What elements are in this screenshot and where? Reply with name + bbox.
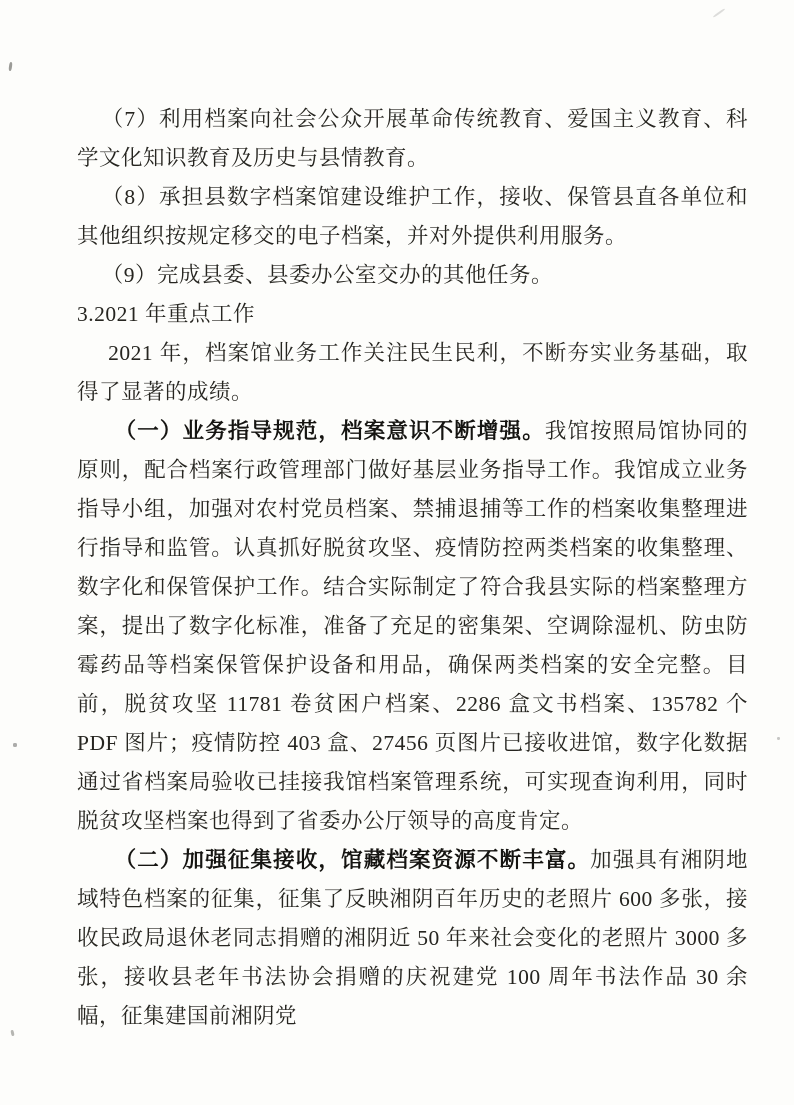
scan-artifact [777, 737, 780, 740]
paragraph-item-9 [77, 256, 748, 295]
paragraph-item-7 [77, 100, 748, 178]
paragraph-lead: （二）加强征集接收，馆藏档案资源不断丰富。 [114, 848, 591, 872]
scan-artifact [713, 8, 726, 18]
paragraph-text: （8）承担县数字档案馆建设维护工作，接收、保管县直各单位和其他组织按规定移交的电子档案，并对外提供利用服务。 [77, 185, 748, 248]
paragraph-lead: （一）业务指导规范，档案意识不断增强。 [114, 419, 545, 443]
paragraph-text: 我馆按照局馆协同的原则，配合档案行政管理部门做好基层业务指导工作。我馆成立业务指导小组，加强对农村党员档案、禁捕退捕等工作的档案收集整理进行指导和监管。认真抓好脱贫攻坚、疫情防控两类档案的收集整理、数字化和保管保护工作。结合实际制定了符合我县实际的档案整理方案，提出了数字化标准，准备了充足的密集架、空调除湿机、防虫防霉药品等档案保管保护设备和用品，确保两类档案的安全完整。目前，脱贫攻坚 11781 卷贫困户档案、2286 盒文书档案、135782 个 PDF 图片；疫情防控 403 盒、27456 页图片已接收进馆，数字化数据通过省档案局验收已挂接我馆档案管理系统，可实现查询利用，同时脱贫攻坚档案也得到了省委办公厅领导的高度肯定。 [77, 419, 748, 833]
paragraph-point-2 [77, 841, 748, 1036]
paragraph-text: （9）完成县委、县委办公室交办的其他任务。 [101, 263, 553, 287]
paragraph-text: 加强具有湘阴地域特色档案的征集，征集了反映湘阴百年历史的老照片 600 多张，接收民政局退休老同志捐赠的湘阴近 50 年来社会变化的老照片 3000 多张，接收县老年书法协会捐赠的庆祝建党 100 周年书法作品 30 余幅，征集建国前湘阴党 [77, 848, 748, 1028]
paragraph-intro [77, 334, 748, 412]
scan-artifact [8, 62, 12, 71]
paragraph-text: 2021 年，档案馆业务工作关注民生民利，不断夯实业务基础，取得了显著的成绩。 [77, 341, 748, 404]
scan-artifact [10, 1030, 14, 1036]
paragraph-point-1 [77, 412, 748, 841]
section-heading: 3.2021 年重点工作 [77, 302, 256, 326]
scan-artifact [13, 743, 17, 747]
paragraph-item-8 [77, 178, 748, 256]
paragraph-text: （7）利用档案向社会公众开展革命传统教育、爱国主义教育、科学文化知识教育及历史与县情教育。 [77, 107, 748, 170]
